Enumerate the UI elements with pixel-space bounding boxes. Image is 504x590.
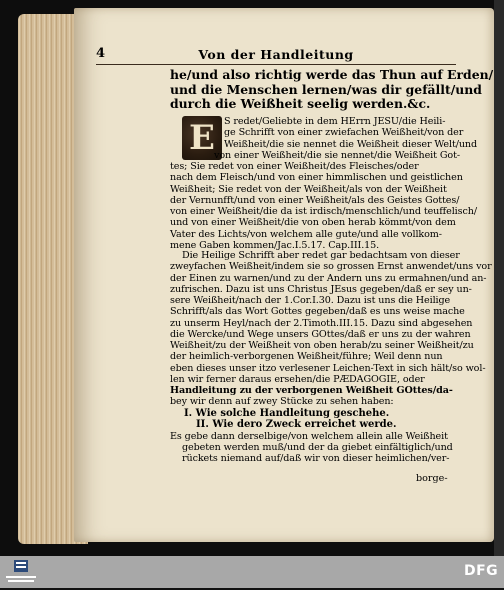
body-line: Handleitung zu der verborgenen Weißheit GOttes/da- [170, 385, 453, 396]
body-line: Vater des Lichts/von welchem alle gute/und alle vollkom- [170, 228, 442, 240]
body-line: zufrischen. Dazu ist uns Christus JEsus gegeben/daß er sey un- [170, 283, 472, 295]
body-line: sere Weißheit/nach der 1.Cor.I.30. Dazu ist uns die Heilige [170, 295, 451, 306]
page-number: 4 [96, 46, 106, 61]
viewer-footer-bar [0, 556, 504, 588]
body-line: ge Schrifft von einer zwiefachen Weißheit/von der [224, 127, 464, 139]
heading-line: he/und also richtig werde das Thun auf Erden/ [170, 67, 494, 82]
body-line: und von einer Weißheit/die von oben herab kömmt/von dem [170, 217, 456, 229]
right-border [494, 0, 504, 556]
body-line: zweyfachen Weißheit/indem sie so grossen Ernst anwendet/uns vor [170, 261, 492, 273]
heading-block [170, 67, 494, 112]
body-line: der Einen zu warnen/und zu der Andern uns zu ermahnen/und an- [170, 272, 487, 284]
body-line: tes; Sie redet von einer Weißheit/des Fleisches/oder [170, 161, 419, 172]
body-line: von einer Weißheit/die sie nennet/die Weißheit Got- [214, 149, 460, 161]
body-line: Die Heilige Schrifft aber redet gar bedachtsam von dieser [182, 250, 460, 261]
dfg-logo: DFG [464, 563, 499, 579]
body-line: der Vernunfft/und von einer Weißheit/als des Geistes Gottes/ [170, 194, 460, 206]
body-line: der heimlich-verborgenen Weißheit/führe; Weil denn nun [170, 351, 443, 363]
body-paragraph-2 [170, 250, 492, 464]
page-header [94, 46, 458, 66]
body-line: die Wercke/und Wege unsers GOttes/daß er uns zu der wahren [170, 328, 471, 340]
body-line: S redet/Geliebte in dem HErrn JESU/die Heili- [224, 116, 446, 127]
body-line: Schrifft/als das Wort Gottes gegeben/daß es uns weise mache [170, 306, 465, 318]
list-item: II. Wie dero Zweck erreichet werde. [196, 419, 397, 430]
list-item: I. Wie solche Handleitung geschehe. [184, 407, 390, 419]
heading-line: und die Menschen lernen/was dir gefällt/und [170, 81, 482, 97]
body-line: Weißheit/zu der Weißheit von oben herab/zu seiner Weißheit/zu [170, 340, 474, 351]
body-line: eben dieses unser itzo verlesener Leichen-Text in sich hält/so wol- [170, 362, 486, 374]
body-paragraph-1 [170, 116, 478, 251]
body-line: zu unserm Heyl/nach der 2.Timoth.III.15. Dazu sind abgesehen [170, 317, 473, 329]
body-line: von einer Weißheit/die da ist irdisch/menschlich/und teuffelisch/ [170, 206, 477, 217]
body-line: mene Gaben kommen/Jac.I.5.17. Cap.III.15. [170, 239, 380, 251]
body-line: rückets niemand auf/daß wir von dieser heimlichen/ver- [182, 453, 450, 464]
heading-line: durch die Weißheit seelig werden.&c. [170, 96, 431, 111]
header-rule [96, 64, 456, 65]
body-line: Es gebe dann derselbige/von welchem allein alle Weißheit [170, 430, 448, 442]
library-logo-icon [4, 558, 38, 586]
catchword: borge- [416, 473, 448, 484]
body-line: nach dem Fleisch/und von einer himmlischen und geistlichen [170, 172, 463, 184]
body-line: len wir ferner daraus ersehen/die PÆDAGOGIE, oder [170, 373, 425, 385]
body-line: bey wir denn auf zwey Stücke zu sehen haben: [170, 396, 394, 408]
body-line: gebeten werden muß/und der da giebet einfältiglich/und [182, 441, 453, 453]
body-line: Weißheit/die sie nennet die Weißheit dieser Welt/und [224, 138, 478, 150]
decorated-initial: E [182, 116, 222, 160]
body-line: Weißheit; Sie redet von der Weißheit/als von der Weißheit [170, 183, 447, 195]
running-head: Von der Handleitung [198, 47, 354, 62]
